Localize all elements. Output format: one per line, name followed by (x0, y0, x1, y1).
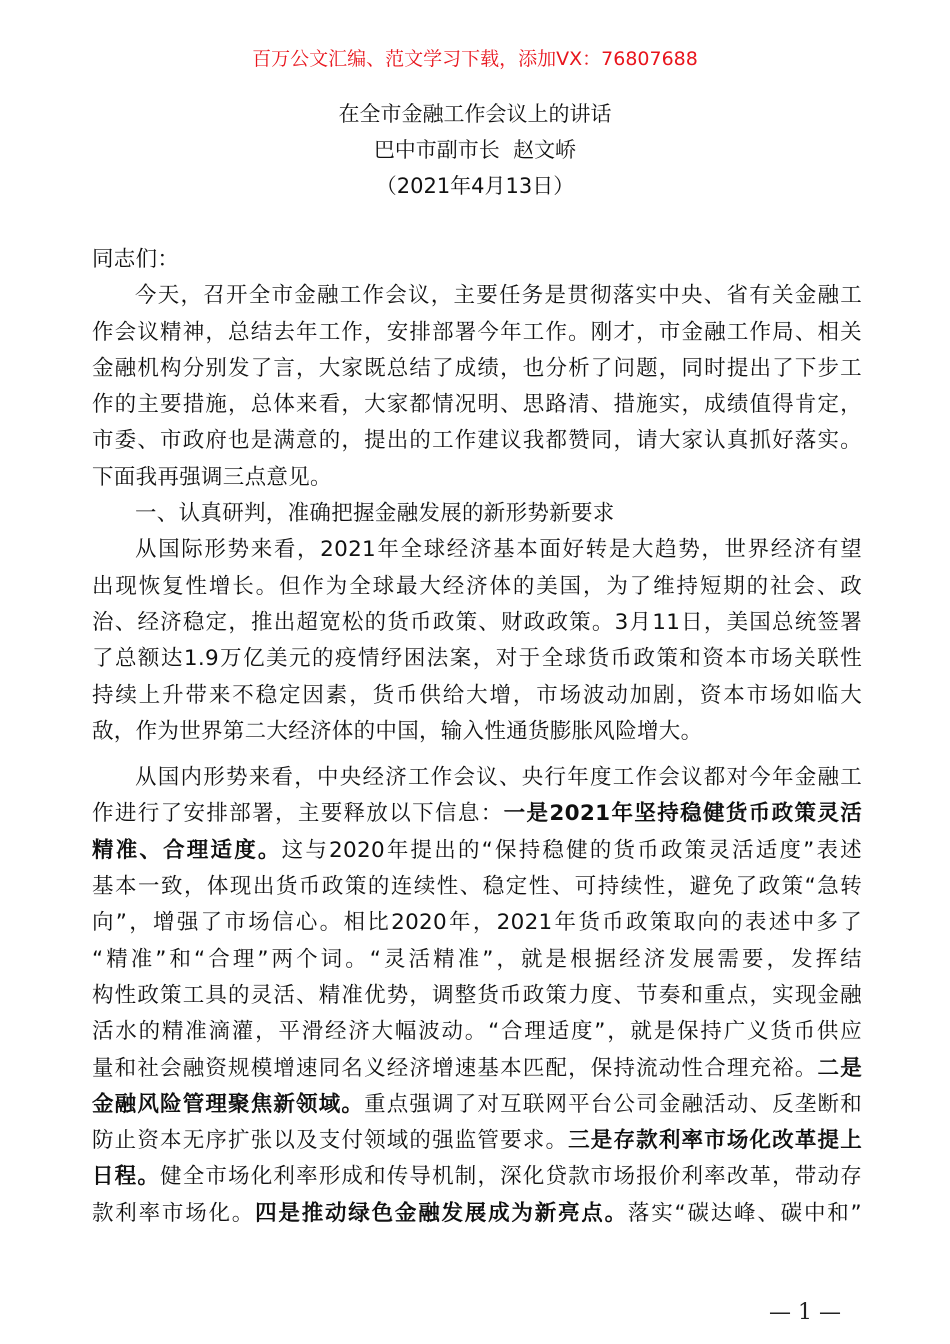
text-segment: 作进行了安排部署，主要释放以下信息： (92, 801, 504, 827)
text-line: 金融机构分别发了言，大家既总结了成绩，也分析了问题，同时提出了下步工 (92, 355, 862, 381)
salutation: 同志们： (92, 247, 180, 272)
bold-point-3-end: 日程。 (92, 1164, 161, 1190)
bold-point-1: 一是2021年坚持稳健货币政策灵活 (503, 801, 862, 827)
text-segment: 健全市场化利率形成和传导机制，深化贷款市场报价利率改革，带动存 (160, 1164, 862, 1190)
text-line: “精准”和“合理”两个词。“灵活精准”，就是根据经济发展需要，发挥结 (92, 946, 862, 972)
text-segment: 量和社会融资规模增速同名义经济增速基本匹配，保持流动性合理充裕。 (92, 1055, 818, 1081)
text-segment: 落实“碳达峰、碳中和” (627, 1200, 862, 1226)
text-line: 向”，增强了市场信心。相比2020年，2021年货币政策取向的表述中多了 (92, 910, 862, 936)
text-line (92, 1123, 862, 1159)
text-line: 市委、市政府也是满意的，提出的工作建议我都赞同，请大家认真抓好落实。 (92, 428, 862, 454)
text-segment: 防止资本无序扩张以及支付领域的强监管要求。 (92, 1128, 569, 1154)
text-line (92, 833, 862, 869)
text-line: 了总额达1.9万亿美元的疫情纾困法案，对于全球货币政策和资本市场关联性 (92, 646, 862, 672)
text-line: 从国际形势来看，2021年全球经济基本面好转是大趋势，世界经济有望 (135, 537, 862, 563)
page-number: — 1 — (769, 1300, 841, 1325)
bold-point-1-end: 精准、合理适度。 (92, 837, 282, 863)
bold-point-2: 二是 (817, 1055, 862, 1081)
speaker-line: 巴中市副市长 赵文峤 (373, 138, 577, 162)
header-banner: 百万公文汇编、范文学习下载，添加VX：76807688 (252, 48, 698, 70)
text-line (92, 1051, 862, 1087)
paragraph-2 (92, 532, 862, 750)
document-body (92, 242, 862, 1232)
bold-point-4: 四是推动绿色金融发展成为新亮点。 (255, 1200, 628, 1226)
text-line: 构性政策工具的灵活、精准优势，调整货币政策力度、节奏和重点，实现金融 (92, 982, 862, 1008)
text-line: 基本一致，体现出货币政策的连续性、稳定性、可持续性，避免了政策“急转 (92, 874, 862, 900)
document-title: 在全市金融工作会议上的讲话 (338, 102, 612, 126)
text-line: 治、经济稳定，推出超宽松的货币政策、财政政策。3月11日，美国总统签署 (92, 609, 862, 635)
text-segment: 款利率市场化。 (92, 1200, 256, 1226)
text-line: 敌，作为世界第二大经济体的中国，输入性通货膨胀风险增大。 (92, 718, 703, 744)
text-line: 出现恢复性增长。但作为全球最大经济体的美国，为了维持短期的社会、政 (92, 573, 862, 599)
paragraph-3 (92, 760, 862, 1232)
title-block (0, 96, 950, 204)
text-line (92, 796, 862, 832)
date-line: （2021年4月13日） (375, 174, 575, 198)
text-line: 持续上升带来不稳定因素，货币供给大增，市场波动加剧，资本市场如临大 (92, 682, 862, 708)
text-line: 下面我再强调三点意见。 (92, 464, 332, 490)
text-line (92, 1196, 862, 1232)
bold-point-3: 三是存款利率市场化改革提上 (568, 1128, 862, 1154)
section-heading-1: 一、认真研判，准确把握金融发展的新形势新要求 (135, 501, 615, 527)
text-segment: 重点强调了对互联网平台公司金融活动、反垄断和 (364, 1091, 862, 1117)
text-line (92, 1159, 862, 1195)
text-line (92, 1087, 862, 1123)
paragraph-1 (92, 278, 862, 496)
text-line: 今天，召开全市金融工作会议，主要任务是贯彻落实中央、省有关金融工 (135, 283, 862, 309)
text-line: 作会议精神，总结去年工作，安排部署今年工作。刚才，市金融工作局、相关 (92, 319, 862, 345)
text-line: 作的主要措施，总体来看，大家都情况明、思路清、措施实，成绩值得肯定， (92, 392, 862, 418)
text-segment: 这与2020年提出的“保持稳健的货币政策灵活适度”表述 (281, 837, 862, 863)
bold-point-2-end: 金融风险管理聚焦新领域。 (92, 1091, 365, 1117)
text-line: 活水的精准滴灌，平滑经济大幅波动。“合理适度”，就是保持广义货币供应 (92, 1019, 862, 1045)
text-line: 从国内形势来看，中央经济工作会议、央行年度工作会议都对今年金融工 (135, 765, 862, 791)
